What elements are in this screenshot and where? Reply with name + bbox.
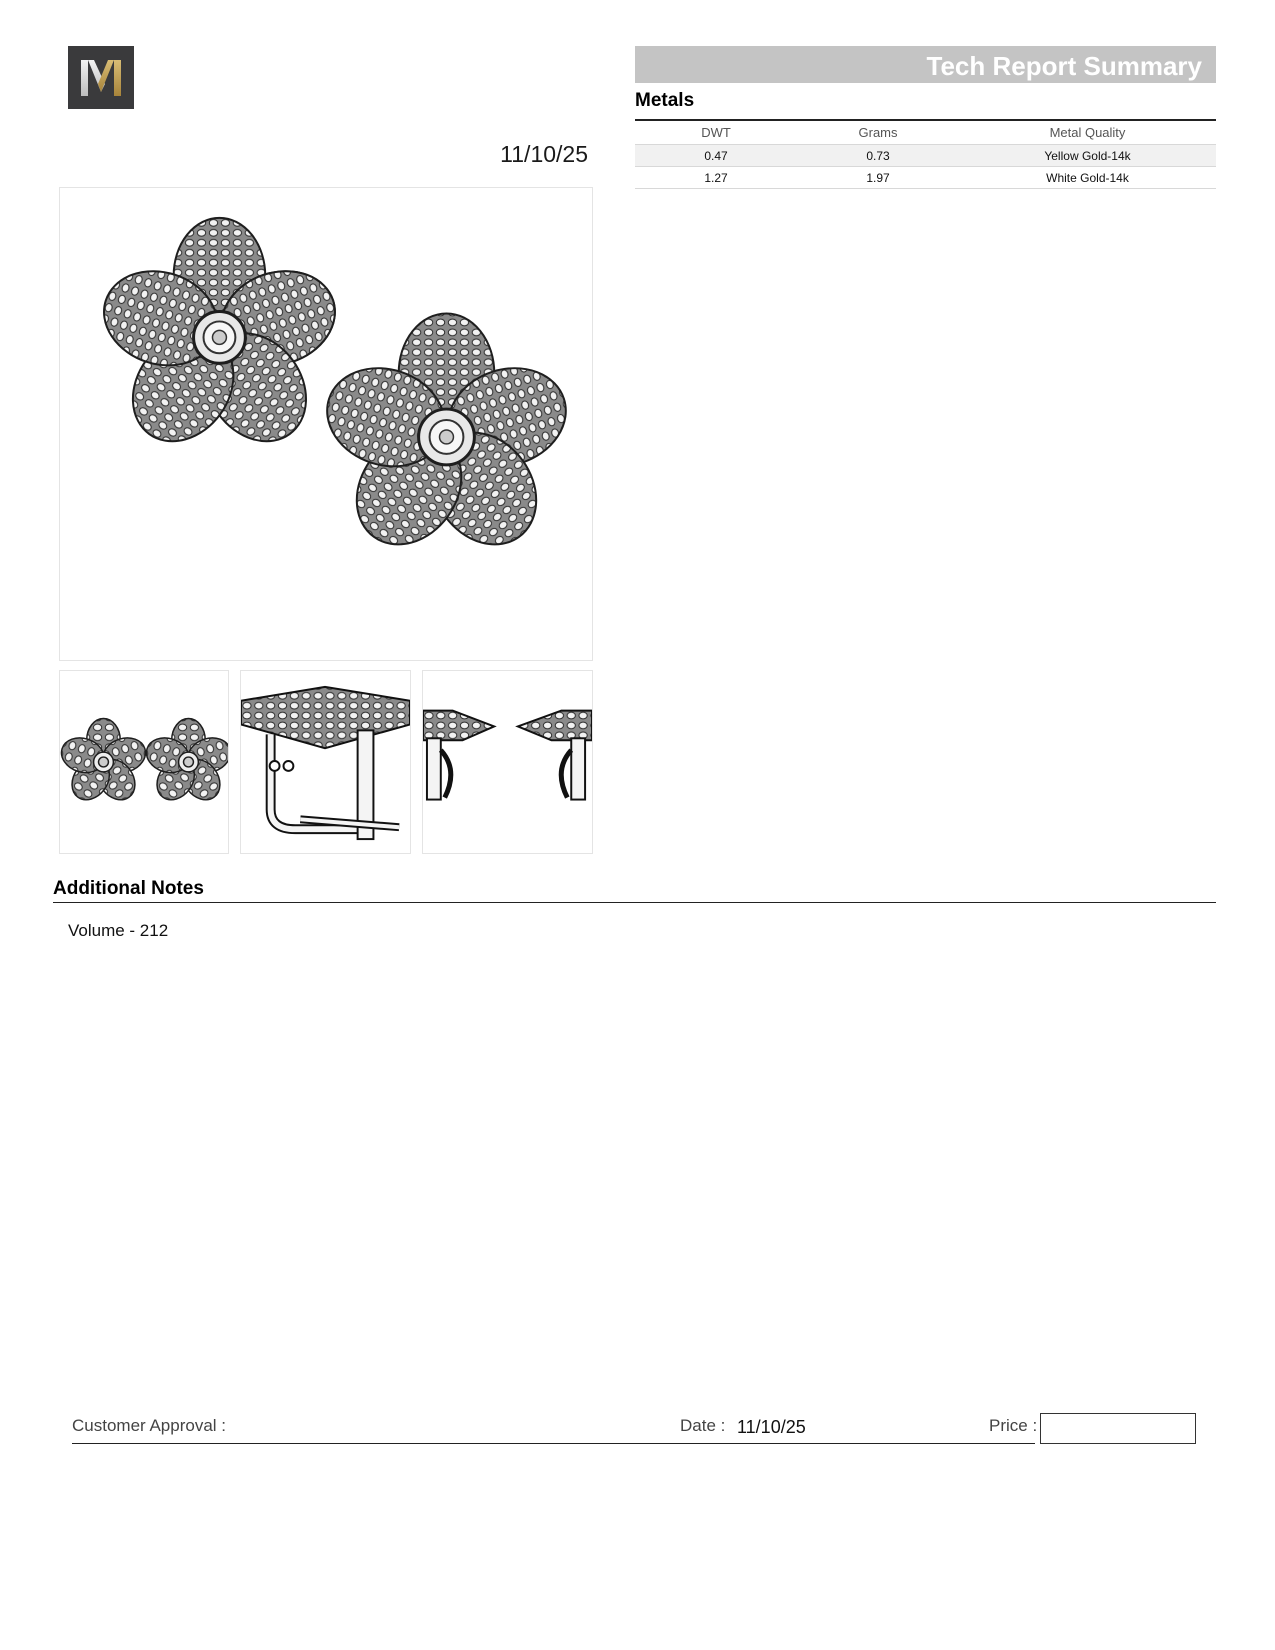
notes-text: Volume - 212 bbox=[68, 921, 169, 940]
flower-earrings-render-icon bbox=[60, 188, 592, 660]
header-band bbox=[635, 46, 1216, 83]
notes-divider bbox=[53, 902, 1216, 903]
thumbnail-profile-view[interactable] bbox=[422, 670, 593, 854]
m-logo-icon bbox=[68, 46, 134, 109]
column-header-dwt: DWT bbox=[635, 121, 797, 145]
thumbnail-front-view[interactable] bbox=[59, 670, 229, 854]
table-row bbox=[635, 167, 1216, 189]
metals-table bbox=[635, 121, 1216, 189]
metals-header-row bbox=[635, 121, 1216, 145]
column-header-metal-quality: Metal Quality bbox=[959, 121, 1216, 145]
cell-grams: 0.73 bbox=[797, 145, 959, 167]
report-title: Tech Report Summary bbox=[926, 51, 1202, 81]
thumbnail-side-view[interactable] bbox=[240, 670, 411, 854]
cell-metal-quality: Yellow Gold-14k bbox=[959, 145, 1216, 167]
column-header-grams: Grams bbox=[797, 121, 959, 145]
cell-metal-quality: White Gold-14k bbox=[959, 167, 1216, 189]
notes-heading: Additional Notes bbox=[53, 878, 204, 899]
signature-line[interactable] bbox=[72, 1443, 1035, 1444]
price-label: Price : bbox=[989, 1416, 1038, 1435]
main-product-image bbox=[59, 187, 593, 661]
front-view-render-icon bbox=[60, 671, 228, 853]
profile-view-render-icon bbox=[423, 671, 592, 853]
cell-grams: 1.97 bbox=[797, 167, 959, 189]
approval-date-label: Date : bbox=[680, 1416, 726, 1435]
table-row bbox=[635, 145, 1216, 167]
price-field[interactable] bbox=[1040, 1413, 1196, 1444]
side-view-render-icon bbox=[241, 671, 410, 853]
cell-dwt: 1.27 bbox=[635, 167, 797, 189]
cell-dwt: 0.47 bbox=[635, 145, 797, 167]
report-date: 11/10/25 bbox=[500, 141, 588, 167]
customer-approval-label: Customer Approval : bbox=[72, 1416, 227, 1435]
metals-heading: Metals bbox=[635, 90, 695, 111]
approval-date-value: 11/10/25 bbox=[737, 1417, 806, 1437]
